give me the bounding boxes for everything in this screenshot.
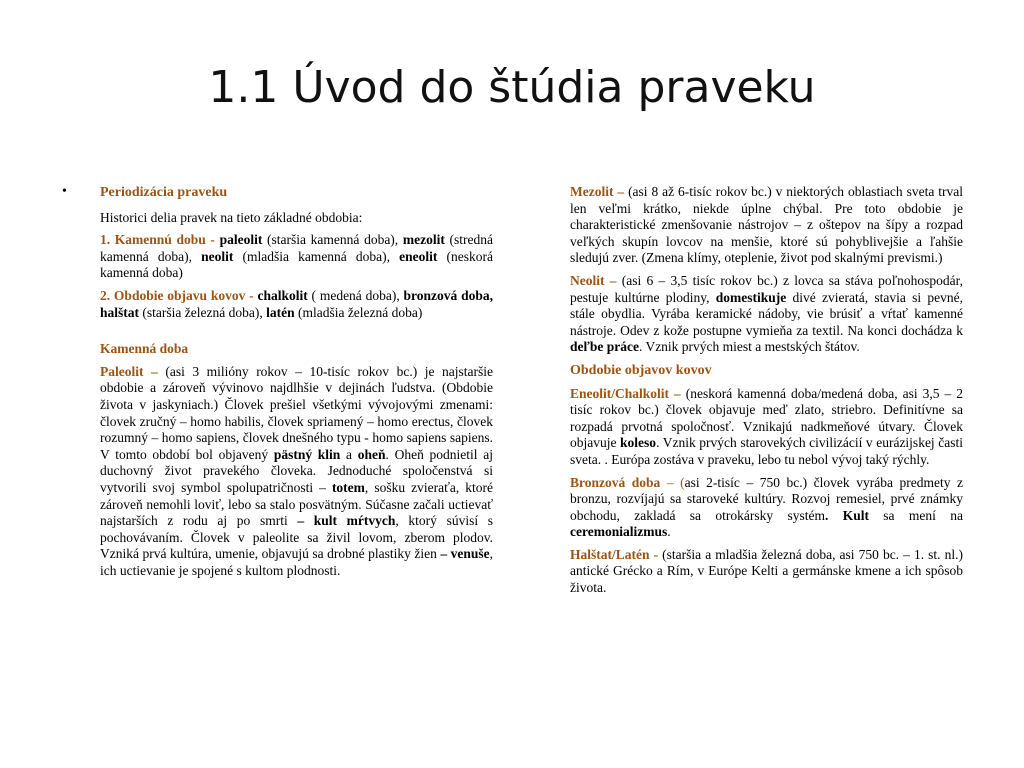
heading-periodization: Periodizácia praveku [100, 185, 228, 200]
paragraph-neolit: Neolit – (asi 6 – 3,5 tisíc rokov bc.) z lovca sa stáva poľnohospodár, pestuje kultúrne plodiny, domestikuje divé zvieratá, stavia si pevné, stále obydlia. Vyrába keramické nádoby, vie brúsiť a vŕtať kamenné nástroje. Odev z kože postupne vymieňa za textil. Na konci dochádza k deľbe práce. Vznik prvých miest a mestských štátov. [570, 272, 963, 355]
right-column [570, 184, 963, 603]
paragraph-eneolit: Eneolit/Chalkolit – (neskorá kamenná doba/medená doba, asi 3,5 – 2 tisíc rokov bc.) človek objavuje meď zlato, striebro. Definitívne sa rozpadá prvotná spoločnosť. Vznikajú nadkmeňové útvary. Človek objavuje koleso. Vznik prvých starovekých civilizácií v eurázijskej časti sveta. . Európa zostáva v praveku, lebo tu nebol vývoj taký rýchly. [570, 385, 963, 467]
paragraph-hallstatt-latene: Halštat/Latén - (staršia a mladšia železná doba, asi 750 bc. – 1. st. nl.) antické Grécko a Rím, v Európe Kelti a germánske kmene a ich spôsob života. [570, 546, 963, 596]
section-stone-age: Kamenná doba [100, 341, 189, 357]
paragraph-mezolit: Mezolit – (asi 8 až 6-tisíc rokov bc.) v niektorých oblastiach sveta trval len veľmi krátko, niekde úplne chýbal. Pre toto obdobie je charakteristické zmenšovanie nástrojov – z oštepov na šípy a rozpad veľkých skupín lovcov na menšie, ktoré sú pohyblivejšie a ľahšie sledujú zver. (Zmena klímy, oteplenie, život pod skalnými prevismi.) [570, 184, 963, 266]
bullet: • [62, 184, 67, 199]
paragraph-paleolit: Paleolit – (asi 3 milióny rokov – 10-tisíc rokov bc.) je najstaršie obdobie a zároveň vývinovo najdlhšie v dejinách ľudstva. (Obdobie života v jaskyniach.) Človek prešiel všetkými vývojovými zmenami: človek zručný – homo habilis, človek spriamený – homo erectus, človek rozumný – homo sapiens, človek dnešného typu - homo sapiens sapiens. V tomto období bol objavený pästný klin a oheň. Oheň podnietil aj duchovný život pravekého človeka. Jednoduché spoločenstvá si vytvorili svoj symbol spolupatričnosti – totem, sošku zvieraťa, ktoré zároveň nemohli loviť, lebo sa stalo posvätným. Súčasne začali uctievať najstarších z rodu aj po smrti – kult mŕtvych, ktorý súvisí s pochovávaním. Človek v paleolite sa živil lovom, zberom plodov. Vzniká prvá kultúra, umenie, objavujú sa drobné plastiky žien – venuše, ich uctievanie je spojené s kultom plodnosti. [100, 363, 494, 578]
paragraph-bronze-age: Bronzová doba – (asi 2-tisíc – 750 bc.) človek vyrába predmety z bronzu, rozvíjajú sa staroveké kultúry. Rozvoj remesiel, prvé známky obchodu, zakladá sa otrokársky systém. Kult sa mení na ceremonializmus. [570, 474, 963, 540]
left-column [62, 184, 494, 585]
intro-text: Historici delia pravek na tieto základné obdobia: [100, 209, 363, 225]
section-metal-age: Obdobie objavov kovov [570, 362, 712, 378]
paragraph-metal-periods: 2. Obdobie objavu kovov - chalkolit ( medená doba), bronzová doba, halštat (staršia železná doba), latén (mladšia železná doba) [100, 287, 493, 320]
paragraph-stone-age-periods: 1. Kamennú dobu - paleolit (staršia kamenná doba), mezolit (stredná kamenná doba), neolit (mladšia kamenná doba), eneolit (neskorá kamenná doba) [100, 232, 494, 281]
slide-title: 1.1 Úvod do štúdia praveku [208, 62, 816, 113]
